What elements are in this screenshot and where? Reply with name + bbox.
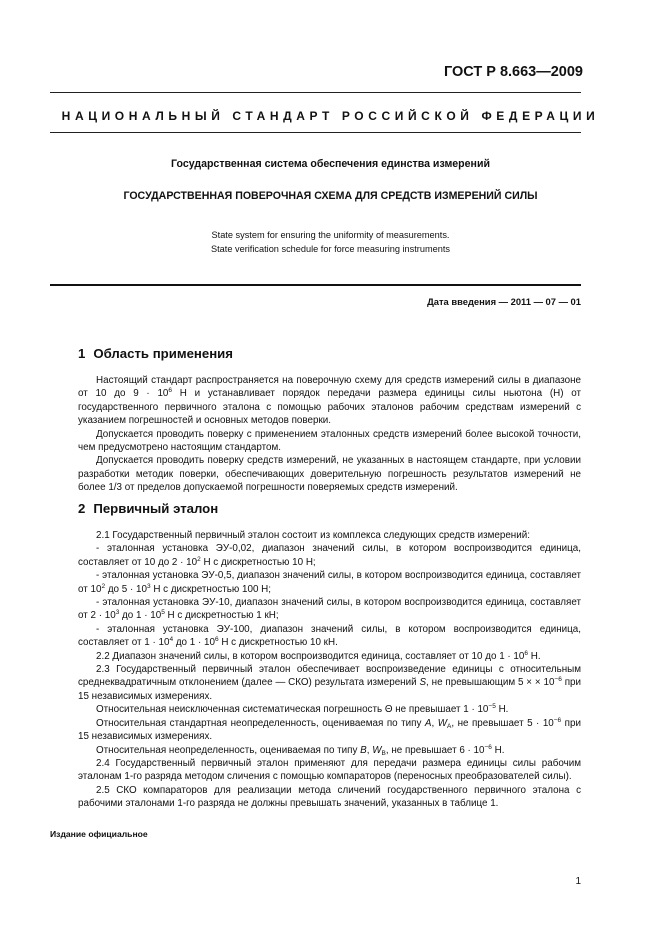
section-2-heading <box>78 501 218 516</box>
section-2-body <box>78 529 581 811</box>
paragraph: 2.3 Государственный первичный эталон обеспечивает воспроизведение единицы с относительным среднеквадратичным отклонением (далее — СКО) результата измерений S, не превышающим 5 × × $10^{-6}$ при 15 независимых измерениях. <box>78 664 581 702</box>
section-1-title: Область применения <box>93 346 233 361</box>
paragraph: 2.1 Государственный первичный эталон состоит из комплекса следующих средств измерений: <box>96 530 530 541</box>
section-2-title: Первичный эталон <box>93 501 219 516</box>
paragraph: 2.5 СКО компараторов для реализации метода сличений государственного первичного эталона с рабочими эталонами 1-го разряда не должны превышать значений, указанных в таблице 1. <box>78 784 581 810</box>
title-rule <box>50 284 581 286</box>
paragraph: Допускается проводить поверку средств измерений, не указанных в настоящем стандарте, при условии разработки методик поверки, обеспечивающих доверительную погрешность результатов измерений не более 1/3 от пределов допускаемой погрешности поверяемых средств измерений. <box>78 455 581 494</box>
english-title-2: State verification schedule for force measuring instruments <box>211 244 450 254</box>
paragraph: 2.4 Государственный первичный эталон применяют для передачи размера единицы силы рабочим эталонам 1-го разряда методом сличения с помощью компараторов (переносных преобразователей силы). <box>78 757 581 783</box>
paragraph: Допускается проводить поверку с применением эталонных средств измерений более высокой точности, чем предусмотрено настоящим стандартом. <box>78 428 581 454</box>
official-edition-label: Издание официальное <box>50 829 148 839</box>
paragraph: - эталонная установка ЭУ-10, диапазон значений силы, в котором воспроизводится единица, составляет от $2 \cdot 10^3$ до $1 \cdot 10^5$ Н с дискретностью 1 кН; <box>78 597 581 622</box>
main-title: ГОСУДАРСТВЕННАЯ ПОВЕРОЧНАЯ СХЕМА ДЛЯ СРЕДСТВ ИЗМЕРЕНИЙ СИЛЫ <box>123 190 538 202</box>
top-rule <box>50 92 581 93</box>
paragraph: - эталонная установка ЭУ-100, диапазон значений силы, в котором воспроизводится единица, составляет от $1 \cdot 10^4$ до $1 \cdot 10^6$ Н с дискретностью 10 кН. <box>78 623 581 649</box>
paragraph: Настоящий стандарт распространяется на поверочную схему для средств измерений силы в диапазоне от 10 до $9 \cdot 10^6$ Н и устанавливает порядок передачи размера единицы силы ньютона (Н) от государственного первичного эталона с помощью рабочих эталонов рабочим средствам измерений с указанием погрешностей и основных методов поверки. <box>78 375 581 427</box>
paragraph: 2.2 Диапазон значений силы, в котором воспроизводится единица, составляет от 10 до $1 \cdot 10^6$ Н. <box>96 649 541 662</box>
section-1-number: 1 <box>78 346 86 361</box>
section-2-number: 2 <box>78 501 86 516</box>
intro-date: Дата введения — 2011 — 07 — 01 <box>427 296 581 307</box>
page-number: 1 <box>575 876 581 887</box>
paragraph: - эталонная установка ЭУ-0,02, диапазон значений силы, в котором воспроизводится единица, составляет от 10 до $2 \cdot 10^2$ Н с дискретностью 10 Н; <box>78 543 581 568</box>
system-title: Государственная система обеспечения единства измерений <box>171 158 490 170</box>
paragraph: Относительная неисключенная систематическая погрешность Θ не превышает $1 \cdot 10^{-5}$ Н. <box>96 703 509 716</box>
section-1-heading <box>78 346 233 361</box>
section-1-body <box>78 374 581 495</box>
standard-number: ГОСТ Р 8.663—2009 <box>443 64 583 80</box>
header-rule <box>50 132 581 133</box>
paragraph: Относительная неопределенность, оцениваемая по типу B, $W_B$, не превышает $6 \cdot 10^{-6}$ Н. <box>96 743 505 757</box>
paragraph: Относительная стандартная неопределенность, оцениваемая по типу A, $W_A$, не превышает $5 \cdot 10^{-6}$ при 15 независимых измерениях. <box>78 716 581 743</box>
english-title-1: State system for ensuring the uniformity of measurements. <box>211 230 450 240</box>
paragraph: - эталонная установка ЭУ-0,5, диапазон значений силы, в котором воспроизводится единица, составляет от $10^2$ до $5 \cdot 10^3$ Н с дискретностью 100 Н; <box>78 570 581 595</box>
national-standard-heading: НАЦИОНАЛЬНЫЙ СТАНДАРТ РОССИЙСКОЙ ФЕДЕРАЦИИ <box>61 109 600 123</box>
